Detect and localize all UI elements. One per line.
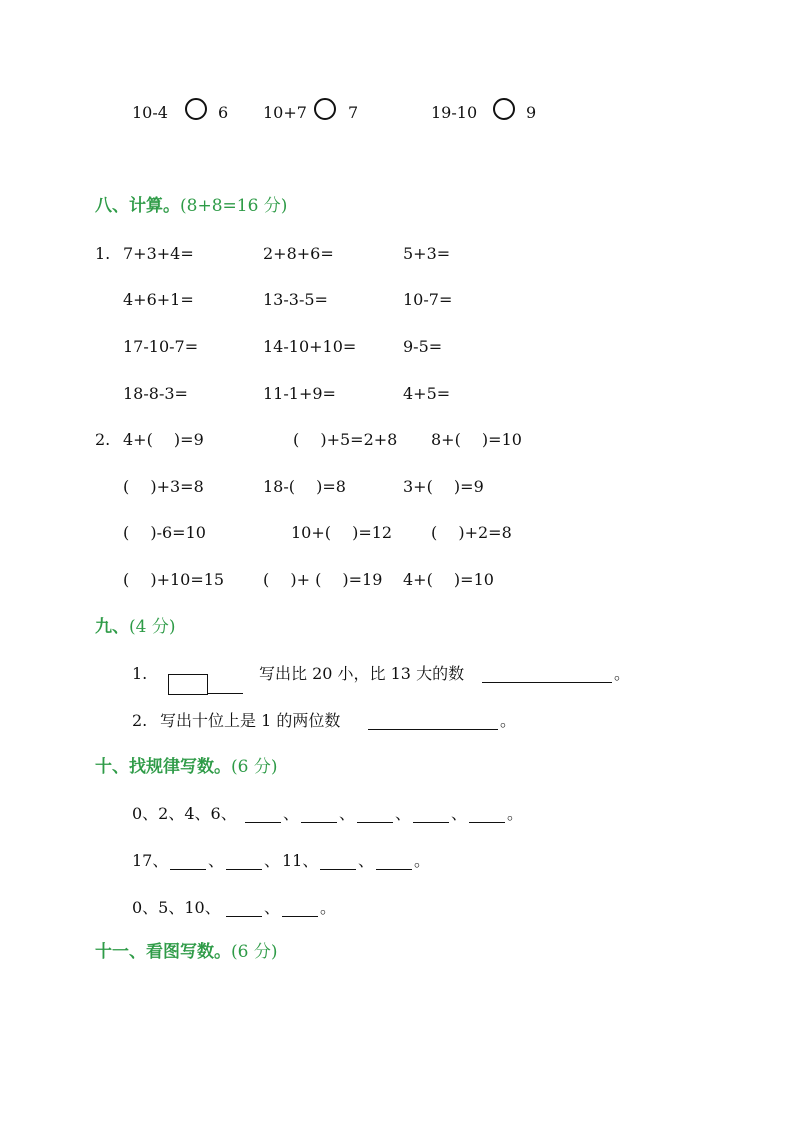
- compare-right-3: 9: [526, 103, 537, 122]
- calc-cell: 17-10-7=: [123, 337, 199, 356]
- pattern-blank[interactable]: [413, 806, 449, 823]
- pattern-blank[interactable]: [226, 900, 262, 917]
- calc-cell: 10-7=: [403, 290, 453, 309]
- section-9-title: 九、: [95, 617, 129, 637]
- section-11-score: (6 分): [231, 942, 278, 962]
- q2-number: 2.: [95, 430, 111, 449]
- pattern-blank[interactable]: [320, 853, 356, 870]
- calc-cell: 9-5=: [403, 337, 443, 356]
- fill-cell: 8+( )=10: [431, 430, 522, 449]
- section-10-score: (6 分): [231, 757, 278, 777]
- pattern-sep: 、: [339, 804, 356, 823]
- pattern-end: 。: [414, 851, 431, 870]
- pattern-sep: 、: [451, 804, 468, 823]
- section-9-heading: [95, 617, 175, 637]
- compare-left-2: 10+7: [263, 103, 307, 122]
- s9-q2-number: 2.: [132, 711, 148, 730]
- compare-right-2: 7: [348, 103, 359, 122]
- pattern-blank[interactable]: [376, 853, 412, 870]
- pattern-start: 17、: [132, 851, 169, 870]
- compare-circle-1[interactable]: [185, 98, 207, 120]
- compare-circle-2[interactable]: [314, 98, 336, 120]
- pattern-prefix: 0、5、10、: [132, 898, 221, 917]
- answer-box[interactable]: [168, 674, 208, 695]
- calc-cell: 11-1+9=: [263, 384, 336, 403]
- fill-cell: ( )+3=8: [123, 477, 204, 496]
- fill-cell: 4+( )=10: [403, 570, 494, 589]
- pattern-blank[interactable]: [469, 806, 505, 823]
- calc-cell: 13-3-5=: [263, 290, 328, 309]
- fill-cell: ( )+10=15: [123, 570, 225, 589]
- s9-q2-text: 写出十位上是 1 的两位数: [160, 711, 341, 730]
- pattern-blank[interactable]: [301, 806, 337, 823]
- calc-cell: 18-8-3=: [123, 384, 188, 403]
- pattern-sep: 、: [264, 898, 281, 917]
- pattern-blank[interactable]: [282, 900, 318, 917]
- pattern-blank[interactable]: [245, 806, 281, 823]
- fill-cell: ( )+ ( )=19: [263, 570, 383, 589]
- pattern-sep: 、: [283, 804, 300, 823]
- section-10-title: 十、找规律写数。: [95, 757, 231, 777]
- calc-cell: 7+3+4=: [123, 244, 194, 263]
- answer-blank[interactable]: [207, 677, 243, 694]
- fill-cell: 3+( )=9: [403, 477, 484, 496]
- answer-blank[interactable]: [368, 713, 498, 730]
- compare-right-1: 6: [218, 103, 229, 122]
- fill-cell: 4+( )=9: [123, 430, 204, 449]
- calc-cell: 5+3=: [403, 244, 451, 263]
- pattern-prefix: 0、2、4、6、: [132, 804, 237, 823]
- s9-q1-text: 写出比 20 小，比 13 大的数: [259, 664, 465, 683]
- calc-cell: 2+8+6=: [263, 244, 334, 263]
- section-11-heading: [95, 942, 277, 962]
- fill-cell: ( )+2=8: [431, 523, 512, 542]
- s9-q2-end: 。: [500, 711, 517, 730]
- calc-cell: 4+6+1=: [123, 290, 194, 309]
- section-9-score: (4 分): [129, 617, 176, 637]
- pattern-blank[interactable]: [357, 806, 393, 823]
- section-8-title: 八、计算。: [95, 196, 180, 216]
- fill-cell: ( )+5=2+8: [293, 430, 398, 449]
- pattern-blank[interactable]: [226, 853, 262, 870]
- pattern-blank[interactable]: [170, 853, 206, 870]
- section-11-title: 十一、看图写数。: [95, 942, 231, 962]
- pattern-sep: 、: [208, 851, 225, 870]
- compare-left-1: 10-4: [132, 103, 168, 122]
- section-8-heading: [95, 196, 287, 216]
- pattern-sep: 、: [264, 851, 281, 870]
- s9-q1-end: 。: [614, 664, 631, 683]
- compare-circle-3[interactable]: [493, 98, 515, 120]
- pattern-sep: 、: [358, 851, 375, 870]
- pattern-end: 。: [507, 804, 524, 823]
- pattern-end: 。: [320, 898, 337, 917]
- section-10-heading: [95, 757, 277, 777]
- s9-q1-number: 1.: [132, 664, 148, 683]
- section-8-score: (8+8=16 分): [180, 196, 288, 216]
- fill-cell: 10+( )=12: [291, 523, 393, 542]
- pattern-sep: 、: [395, 804, 412, 823]
- fill-cell: ( )-6=10: [123, 523, 206, 542]
- pattern-middle: 11、: [282, 851, 319, 870]
- calc-cell: 4+5=: [403, 384, 451, 403]
- answer-blank[interactable]: [482, 666, 612, 683]
- compare-left-3: 19-10: [431, 103, 478, 122]
- fill-cell: 18-( )=8: [263, 477, 346, 496]
- calc-cell: 14-10+10=: [263, 337, 357, 356]
- q1-number: 1.: [95, 244, 111, 263]
